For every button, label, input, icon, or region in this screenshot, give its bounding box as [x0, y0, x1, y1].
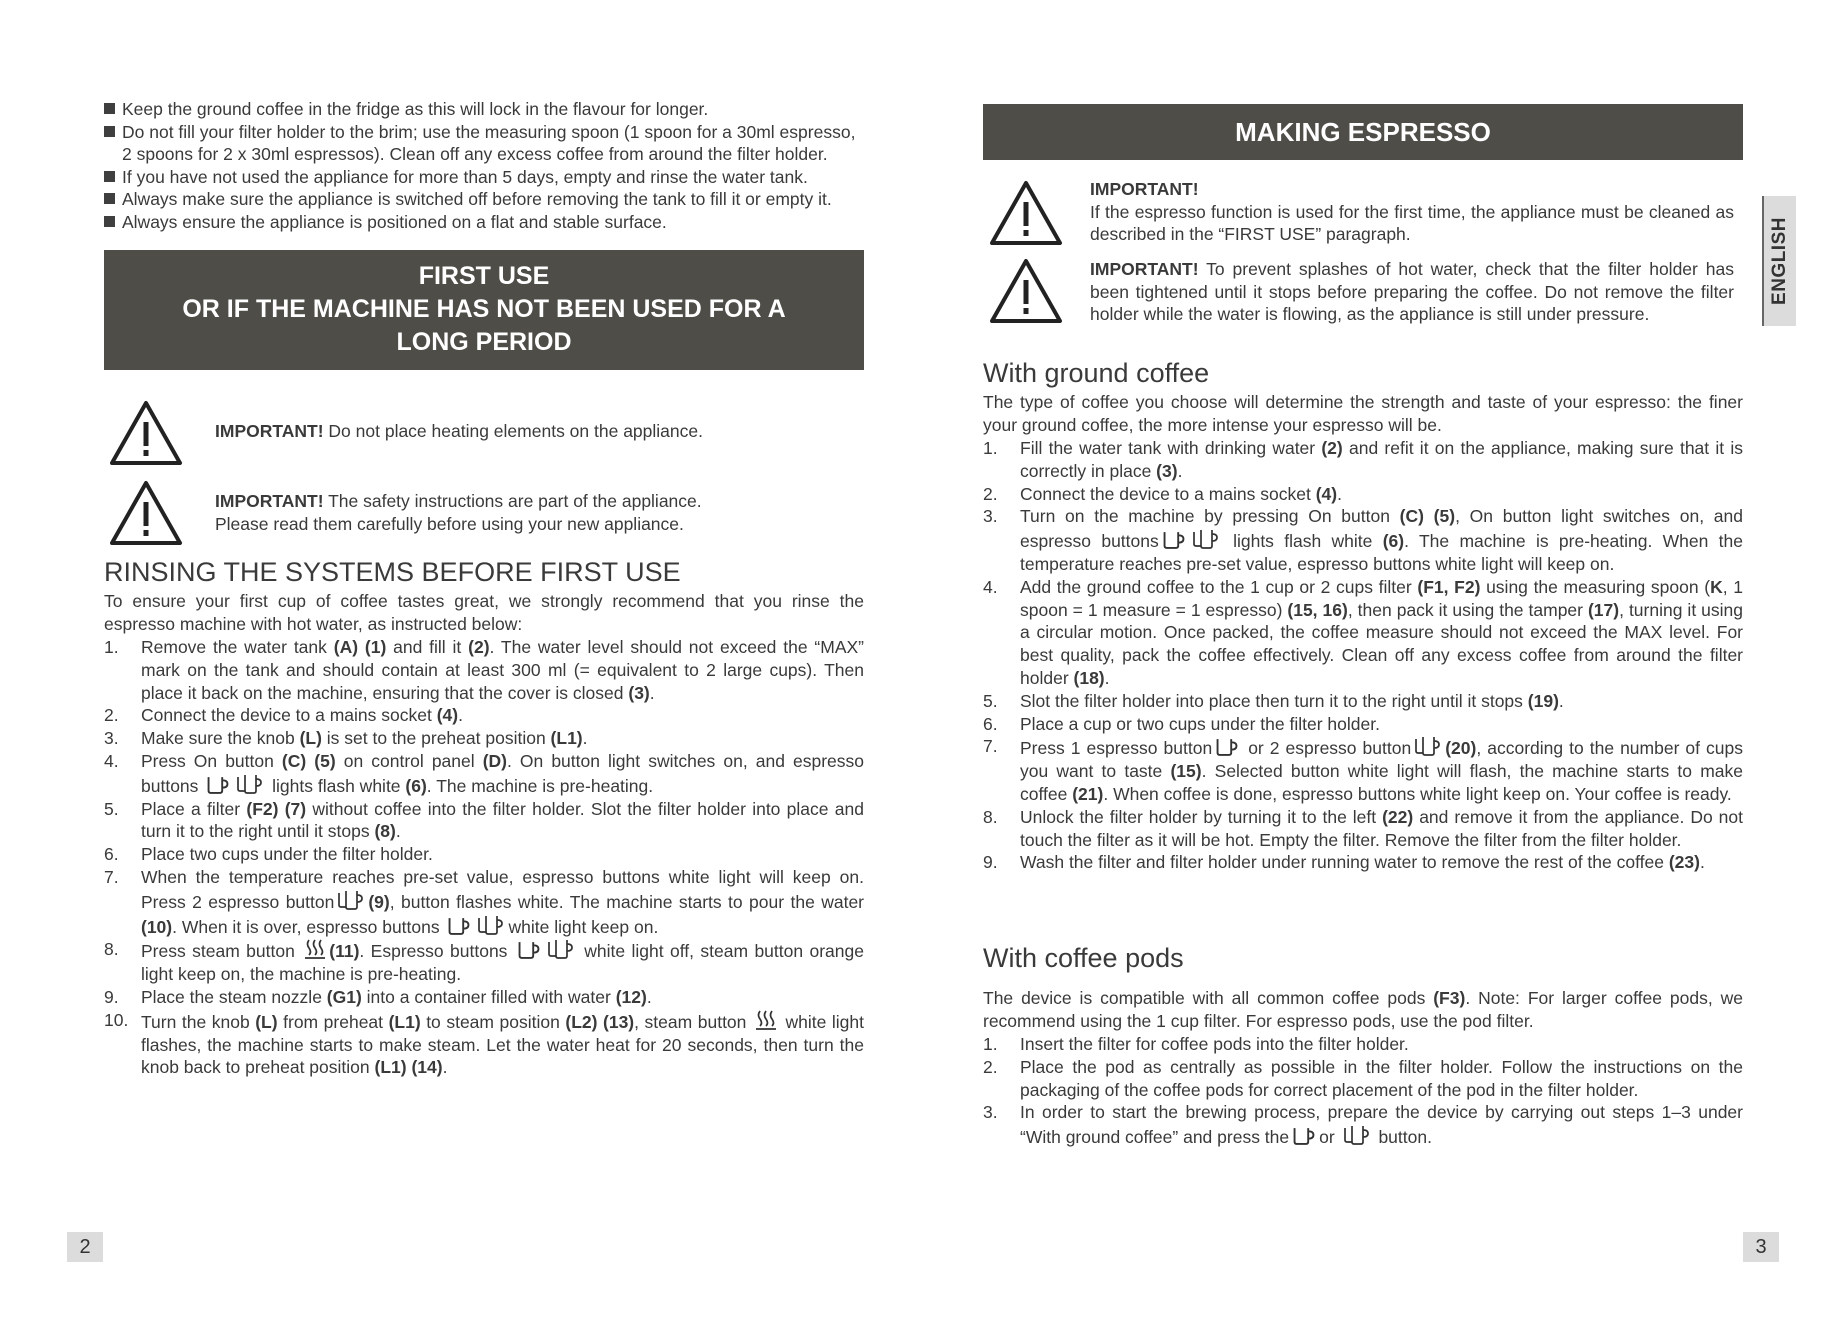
- list-item: 3. Turn on the machine by pressing On button (C) (5), On button light switches on, and espresso buttons lights flash white (6). The machine is pre-heating. When the temperature reaches pre-set value, espresso buttons white light will keep on.: [983, 506, 1743, 574]
- tip-item: If you have not used the appliance for more than 5 days, empty and rinse the water tank.: [104, 166, 864, 189]
- rinsing-steps: [104, 636, 864, 1079]
- one-cup-icon: [1291, 1125, 1317, 1146]
- making-espresso-banner: MAKING ESPRESSO: [983, 104, 1743, 160]
- banner-line: FIRST USE: [418, 262, 550, 290]
- section-intro: The device is compatible with all common coffee pods (F3). Note: For larger coffee pods, we recommend using the 1 cup filter. For espresso pods, use the pod filter.: [983, 988, 1743, 1031]
- section-title-rinsing: RINSING THE SYSTEMS BEFORE FIRST USE: [104, 557, 681, 587]
- list-item: 4. Add the ground coffee to the 1 cup or 2 cups filter (F1, F2) using the measuring spoon (K, 1 spoon = 1 measure = 1 espresso) (15, 16), then pack it using the tamper (17), turning it using a circular motion. Once packed, the coffee measure should not exceed the MAX level. For best quality, pack the coffee effectively. Clean off any excess coffee from around the filter holder (18).: [983, 576, 1743, 688]
- tip-item: Do not fill your filter holder to the brim; use the measuring spoon (1 spoon for a 30ml espresso, 2 spoons for 2 x 30ml espressos). Clean off any excess coffee from around the filter holder.: [104, 121, 864, 166]
- tip-item: Keep the ground coffee in the fridge as this will lock in the flavour for longer.: [104, 98, 864, 121]
- two-cup-icon: [546, 938, 576, 960]
- banner-line: OR IF THE MACHINE HAS NOT BEEN USED FOR A: [182, 295, 786, 323]
- list-item: 2. Connect the device to a mains socket (4).: [983, 483, 1342, 504]
- ground-coffee-steps: [983, 437, 1743, 874]
- list-item: 2. Place the pod as centrally as possible in the filter holder. Follow the instructions on the packaging of the coffee pods for correct placement of the pod in the filter holder.: [983, 1056, 1743, 1100]
- list-item: 9. Place the steam nozzle (G1) into a container filled with water (12).: [104, 986, 652, 1007]
- list-item: 6. Place a cup or two cups under the filter holder.: [983, 713, 1380, 734]
- list-item: 2. Connect the device to a mains socket (4).: [104, 705, 463, 726]
- steam-icon: [303, 938, 327, 960]
- list-item: 9. Wash the filter and filter holder under running water to remove the rest of the coffee (23).: [983, 852, 1705, 873]
- warning-triangle-icon: [989, 258, 1063, 324]
- two-cup-icon: [336, 889, 366, 911]
- page-number: 2: [67, 1232, 103, 1262]
- page-number: 3: [1743, 1232, 1779, 1262]
- list-item: 8. Press steam button (11). Espresso buttons white light off, steam button orange light keep on, the machine is pre-heating.: [104, 939, 864, 985]
- warning-triangle-icon: [109, 480, 183, 546]
- coffee-pods-steps: [983, 1033, 1743, 1149]
- list-item: 1. Insert the filter for coffee pods into the filter holder.: [983, 1034, 1409, 1054]
- one-cup-icon: [205, 774, 231, 795]
- warning-text: IMPORTANT! If the espresso function is used for the first time, the appliance must be cleaned as described in the “FIRST USE” paragraph.: [1090, 179, 1734, 244]
- warning-block-1: [989, 180, 1734, 246]
- list-item: 7. Press 1 espresso button or 2 espresso button (20), according to the number of cups you want to taste (15). Selected button white light will flash, the machine starts to make coffee (21). When coffee is done, espresso buttons white light keep on. Your coffee is ready.: [983, 736, 1744, 804]
- list-item: 3. Make sure the knob (L) is set to the preheat position (L1).: [104, 728, 588, 749]
- banner-line: LONG PERIOD: [396, 328, 572, 356]
- list-item: 5. Place a filter (F2) (7) without coffee into the filter holder. Slot the filter holder into place and turn it to the right until it stops (8).: [104, 798, 864, 842]
- section-intro: To ensure your first cup of coffee tastes great, we strongly recommend that you rinse the espresso machine with hot water, as instructed below:: [104, 591, 864, 634]
- warning-block-2: [989, 258, 1734, 326]
- tip-item: Always ensure the appliance is positioned on a flat and stable surface.: [104, 211, 864, 234]
- warning-text: IMPORTANT! To prevent splashes of hot water, check that the filter holder has been tightened until it stops before preparing the coffee. Do not remove the filter holder while the water is flowing, as the appliance is still under pressure.: [1090, 259, 1734, 324]
- warning-text: IMPORTANT! Do not place heating elements on the appliance.: [215, 421, 703, 441]
- warning-block-2: [109, 480, 702, 546]
- steam-icon: [754, 1009, 778, 1031]
- warning-triangle-icon: [109, 400, 183, 466]
- list-item: 3. In order to start the brewing process, prepare the device by carrying out steps 1–3 under “With ground coffee” and press the or button.: [983, 1102, 1743, 1148]
- warning-block-1: [109, 400, 703, 466]
- two-cup-icon: [1191, 528, 1221, 550]
- list-item: 10. Turn the knob (L) from preheat (L1) to steam position (L2) (13), steam button white light flashes, the machine starts to make steam. Let the water heat for 20 seconds, then turn the knob back to preheat position (L1) (14).: [104, 1009, 864, 1078]
- list-item: 8. Unlock the filter holder by turning it to the left (22) and remove it from the appliance. Do not touch the filter as it will be hot. Empty the filter. Remove the filter from the filter holder.: [983, 806, 1743, 850]
- two-cup-icon: [476, 914, 506, 936]
- list-item: 6. Place two cups under the filter holder.: [104, 844, 433, 865]
- list-item: 4. Press On button (C) (5) on control panel (D). On button light switches on, and espresso buttons lights flash white (6). The machine is pre-heating.: [104, 750, 864, 796]
- list-item: 1. Fill the water tank with drinking water (2) and refit it on the appliance, making sure that it is correctly in place (3).: [983, 438, 1743, 481]
- two-cup-icon: [1342, 1124, 1372, 1146]
- one-cup-icon: [516, 939, 542, 960]
- list-item: 1. Remove the water tank (A) (1) and fill it (2). The water level should not exceed the “MAX” mark on the tank and should contain at least 300 ml (= equivalent to 2 large cups). Then place it back on the machine, ensuring that the cover is closed (3).: [104, 637, 864, 703]
- section-title-ground-coffee: With ground coffee: [983, 358, 1210, 388]
- section-title-coffee-pods: With coffee pods: [983, 943, 1184, 973]
- language-tab: [1762, 196, 1796, 326]
- warning-triangle-icon: [989, 180, 1063, 246]
- one-cup-icon: [446, 915, 472, 936]
- two-cup-icon: [235, 773, 265, 795]
- tips-list: [104, 98, 864, 233]
- warning-text: IMPORTANT! The safety instructions are part of the appliance. Please read them carefully before using your new appliance.: [215, 491, 702, 534]
- language-tab-label: ENGLISH: [1769, 217, 1790, 305]
- list-item: 5. Slot the filter holder into place then turn it to the right until it stops (19).: [983, 690, 1564, 711]
- two-cup-icon: [1413, 735, 1443, 757]
- list-item: 7. When the temperature reaches pre-set value, espresso buttons white light will keep on. Press 2 espresso button (9), button flashes white. The machine starts to pour the water (10). When it is over, espresso buttons white light keep on.: [104, 866, 865, 937]
- one-cup-icon: [1161, 529, 1187, 550]
- first-use-banner: [104, 250, 864, 370]
- tip-item: Always make sure the appliance is switched off before removing the tank to fill it or empty it.: [104, 188, 864, 211]
- section-intro: The type of coffee you choose will determine the strength and taste of your espresso: the finer your ground coffee, the more intense your espresso will be.: [983, 392, 1743, 435]
- one-cup-icon: [1214, 736, 1240, 757]
